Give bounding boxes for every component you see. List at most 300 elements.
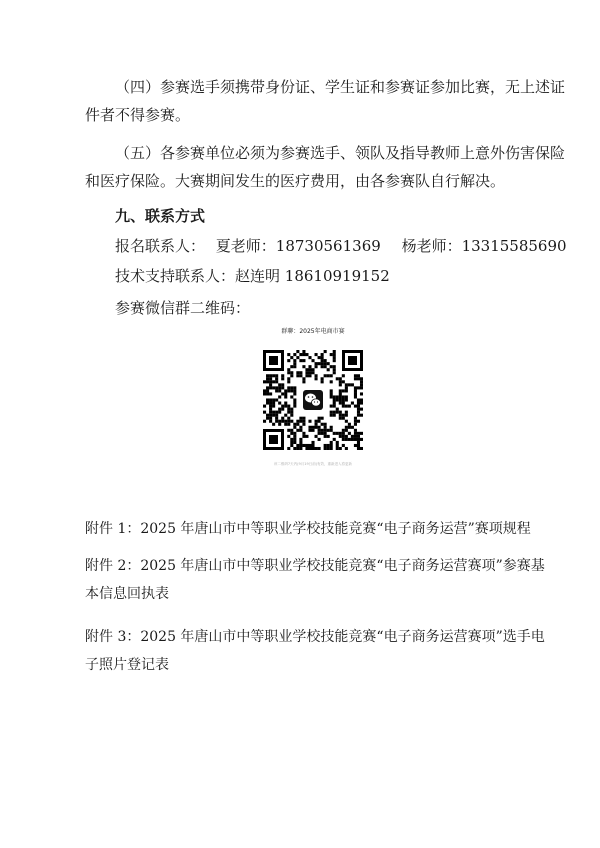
qr-module [290,429,293,432]
qr-module [287,368,290,371]
qr-module [275,411,278,414]
qr-module [281,408,284,411]
qr-finder-bottom-left [263,429,284,450]
qr-module [293,392,296,395]
qr-module [354,392,357,395]
qr-module [275,377,278,380]
qr-module [345,405,348,408]
qr-module [330,441,333,444]
qr-module [266,386,269,389]
qr-module [287,359,290,362]
qr-module [287,389,290,392]
qr-module [287,420,290,423]
qr-module [290,389,293,392]
qr-module [305,368,308,371]
qr-module [299,426,302,429]
qr-module [305,444,308,447]
qr-module [333,411,336,414]
qr-module [275,386,278,389]
qr-module [339,414,342,417]
qr-module [266,417,269,420]
qr-module [342,374,345,377]
qr-module [333,405,336,408]
qr-module [272,380,275,383]
qr-module [284,402,287,405]
attachment-3-line2: 子照片登记表 [85,657,169,673]
qr-module [308,371,311,374]
qr-module [360,414,363,417]
qr-module [287,377,290,380]
qr-module [360,386,363,389]
qr-module [333,395,336,398]
qr-module [342,444,345,447]
qr-module [315,426,318,429]
qr-module [321,429,324,432]
qr-module [266,398,269,401]
qr-module [287,405,290,408]
qr-module [302,435,305,438]
qr-module [321,417,324,420]
qr-module [330,444,333,447]
qr-module [324,362,327,365]
qr-module [302,353,305,356]
rule-item-5-line2: 和医疗保险。大赛期间发生的医疗费用，由各参赛队自行解决。 [85,172,506,190]
qr-module [305,374,308,377]
qr-module [333,353,336,356]
qr-module [345,420,348,423]
attachment-3 [85,623,565,679]
qr-module [299,371,302,374]
qr-module [327,435,330,438]
qr-module [318,429,321,432]
qr-module [357,402,360,405]
qr-module [308,368,311,371]
qr-module [269,377,272,380]
qr-module [330,380,333,383]
qr-module [293,402,296,405]
qr-module [324,359,327,362]
qr-module [357,435,360,438]
qr-module [333,359,336,362]
qr-module [299,441,302,444]
qr-module [336,441,339,444]
qr-module [269,405,272,408]
qr-module [351,383,354,386]
qr-module [321,380,324,383]
qr-module [287,435,290,438]
qr-module [308,444,311,447]
qr-module [321,359,324,362]
qr-module [357,386,360,389]
qr-module [339,377,342,380]
qr-module [345,435,348,438]
qr-module [290,420,293,423]
qr-module [330,365,333,368]
qr-module [327,362,330,365]
qr-module [269,392,272,395]
qr-module [324,374,327,377]
qr-module [269,420,272,423]
qr-module [345,447,348,450]
qr-module [318,438,321,441]
qr-module [360,398,363,401]
qr-module [357,447,360,450]
qr-module [293,398,296,401]
qr-module [339,395,342,398]
qr-module [284,395,287,398]
qr-module [278,383,281,386]
qr-module [357,411,360,414]
attachment-2-line2: 本信息回执表 [85,586,169,602]
qr-module [357,432,360,435]
qr-module [296,444,299,447]
qr-module [302,423,305,426]
qr-module [330,395,333,398]
qr-module [333,398,336,401]
qr-module [330,414,333,417]
qr-module [330,353,333,356]
qr-module [333,350,336,353]
qr-module [266,377,269,380]
qr-module [315,365,318,368]
qr-module [360,438,363,441]
qr-module [351,438,354,441]
qr-module [357,398,360,401]
qr-module [287,429,290,432]
qr-module [290,438,293,441]
qr-module [345,398,348,401]
qr-module [315,377,318,380]
qr-module [321,432,324,435]
qr-module [360,383,363,386]
registration-contacts [115,232,567,260]
qr-module [266,392,269,395]
qr-module [330,426,333,429]
qr-module [357,405,360,408]
qr-module [299,429,302,432]
qr-module [281,386,284,389]
qr-module [321,365,324,368]
qr-module [354,395,357,398]
qr-module [290,408,293,411]
qr-module [311,368,314,371]
qr-module [315,447,318,450]
qr-module [269,417,272,420]
qr-module [308,426,311,429]
qr-module [321,356,324,359]
rule-item-4-line1: （四）参赛选手须携带身份证、学生证和参赛证参加比赛，无上述证 [115,78,566,96]
qr-module [296,371,299,374]
qr-module [266,389,269,392]
qr-module [290,365,293,368]
qr-module [315,435,318,438]
qr-module [272,411,275,414]
qr-module [290,432,293,435]
qr-module [339,398,342,401]
qr-module [281,383,284,386]
qr-module [324,444,327,447]
attachment-1 [85,515,565,543]
qr-module [342,435,345,438]
attachment-2 [85,552,565,608]
qr-module [333,402,336,405]
qr-module [272,402,275,405]
qr-module [330,405,333,408]
teacher-yang-contact: 杨老师：13315585690 [401,237,567,255]
qr-module [302,380,305,383]
qr-module [324,426,327,429]
qr-module [272,423,275,426]
qr-module [360,392,363,395]
qr-module [284,414,287,417]
qr-module [278,389,281,392]
qr-module [272,374,275,377]
qr-module [357,408,360,411]
qr-module [296,356,299,359]
qr-module [336,408,339,411]
qr-module [342,438,345,441]
qr-module [336,377,339,380]
qr-module [333,371,336,374]
qr-module [315,353,318,356]
qr-module [360,447,363,450]
qr-code [263,350,363,450]
qr-module [354,423,357,426]
qr-module [311,426,314,429]
qr-module [296,429,299,432]
qr-module [299,359,302,362]
qr-module [327,368,330,371]
qr-module [308,374,311,377]
qr-module [354,435,357,438]
qr-module [339,435,342,438]
qr-module [299,417,302,420]
qr-module [293,359,296,362]
qr-module [311,444,314,447]
qr-module [308,429,311,432]
qr-module [339,380,342,383]
qr-module [299,447,302,450]
qr-module [290,411,293,414]
qr-module [330,411,333,414]
qr-module [311,429,314,432]
qr-module [284,420,287,423]
qr-finder-top-left [263,350,284,371]
qr-module [290,441,293,444]
qr-module [311,359,314,362]
qr-module [296,374,299,377]
qr-module [318,356,321,359]
qr-module [345,411,348,414]
qr-module [308,420,311,423]
qr-module [345,383,348,386]
qr-module [330,447,333,450]
qr-module [275,374,278,377]
rule-item-4 [85,73,566,129]
qr-module [357,374,360,377]
qr-module [302,377,305,380]
qr-module [342,398,345,401]
qr-module [327,374,330,377]
qr-module [348,423,351,426]
qr-module [308,356,311,359]
qr-module [327,447,330,450]
qr-module [269,383,272,386]
qr-module [339,389,342,392]
qr-module [275,389,278,392]
qr-module [354,420,357,423]
qr-module [324,365,327,368]
qr-module [302,444,305,447]
qr-module [324,350,327,353]
qr-module [330,389,333,392]
qr-module [318,417,321,420]
qr-module [354,444,357,447]
qr-module [354,432,357,435]
qr-module [293,432,296,435]
qr-module [333,432,336,435]
qr-module [305,447,308,450]
qr-module [342,389,345,392]
qr-module [284,389,287,392]
qr-group-title: 群聊：2025年电商市赛 [281,328,345,335]
qr-module [305,435,308,438]
wechat-qr-card [250,328,376,470]
qr-module [269,411,272,414]
qr-module [269,398,272,401]
qr-module [281,374,284,377]
qr-module [263,380,266,383]
qr-module [296,447,299,450]
qr-module [296,423,299,426]
qr-module [287,447,290,450]
qr-module [342,402,345,405]
qr-module [299,420,302,423]
qr-module [321,423,324,426]
qr-module [330,429,333,432]
qr-module [263,411,266,414]
qr-module [357,444,360,447]
qr-module [302,432,305,435]
qr-module [287,371,290,374]
qr-module [290,371,293,374]
qr-module [263,389,266,392]
qr-module [360,402,363,405]
qr-module [318,426,321,429]
qr-module [263,420,266,423]
qr-module [327,444,330,447]
qr-module [342,432,345,435]
qr-module [342,414,345,417]
qr-module [278,411,281,414]
qr-module [330,392,333,395]
qr-module [345,389,348,392]
qr-module [315,362,318,365]
qr-module [327,429,330,432]
qr-module [318,432,321,435]
qr-module [290,414,293,417]
rule-item-4-line2: 件者不得参赛。 [85,106,191,124]
qr-module [345,386,348,389]
qr-module [269,374,272,377]
qr-module [351,435,354,438]
qr-module [278,402,281,405]
qr-module [272,386,275,389]
qr-module [315,374,318,377]
qr-module [308,365,311,368]
qr-module [336,444,339,447]
qr-module [354,386,357,389]
qr-module [308,447,311,450]
qr-module [354,377,357,380]
qr-module [324,429,327,432]
qr-module [333,356,336,359]
qr-module [281,417,284,420]
qr-module [324,432,327,435]
qr-module [302,365,305,368]
qr-module [293,426,296,429]
qr-module [336,398,339,401]
qr-module [293,441,296,444]
qr-module [287,411,290,414]
qr-module [348,438,351,441]
qr-module [321,377,324,380]
qr-module [345,395,348,398]
qr-module [275,380,278,383]
qr-module [324,423,327,426]
qr-module [263,405,266,408]
attachment-3-line1: 附件 3：2025 年唐山市中等职业学校技能竞赛“电子商务运营赛项”选手电 [85,629,545,645]
wechat-qr-label: 参赛微信群二维码： [115,299,251,317]
qr-module [342,395,345,398]
qr-module [339,411,342,414]
qr-module [284,392,287,395]
qr-module [287,353,290,356]
qr-module [287,408,290,411]
qr-module [275,398,278,401]
qr-module [357,420,360,423]
qr-module [324,435,327,438]
qr-module [290,444,293,447]
qr-module [351,426,354,429]
qr-module [293,423,296,426]
qr-module [299,374,302,377]
qr-module [342,380,345,383]
qr-module [348,426,351,429]
qr-module [311,371,314,374]
rule-item-5-line1: （五）各参赛单位必须为参赛选手、领队及指导教师上意外伤害保险 [115,144,566,162]
qr-module [354,438,357,441]
qr-module [302,417,305,420]
qr-module [339,432,342,435]
qr-module [275,414,278,417]
qr-module [293,405,296,408]
qr-module [321,362,324,365]
qr-module [348,405,351,408]
qr-module [290,374,293,377]
qr-module [339,447,342,450]
tech-support-contact: 技术支持联系人：赵连明 18610919152 [115,267,390,285]
qr-module [342,405,345,408]
qr-module [293,389,296,392]
qr-module [293,438,296,441]
qr-module [305,371,308,374]
qr-module [339,417,342,420]
qr-module [351,402,354,405]
qr-module [281,405,284,408]
qr-module [345,414,348,417]
attachment-2-line1: 附件 2：2025 年唐山市中等职业学校技能竞赛“电子商务运营赛项”参赛基 [85,558,545,574]
